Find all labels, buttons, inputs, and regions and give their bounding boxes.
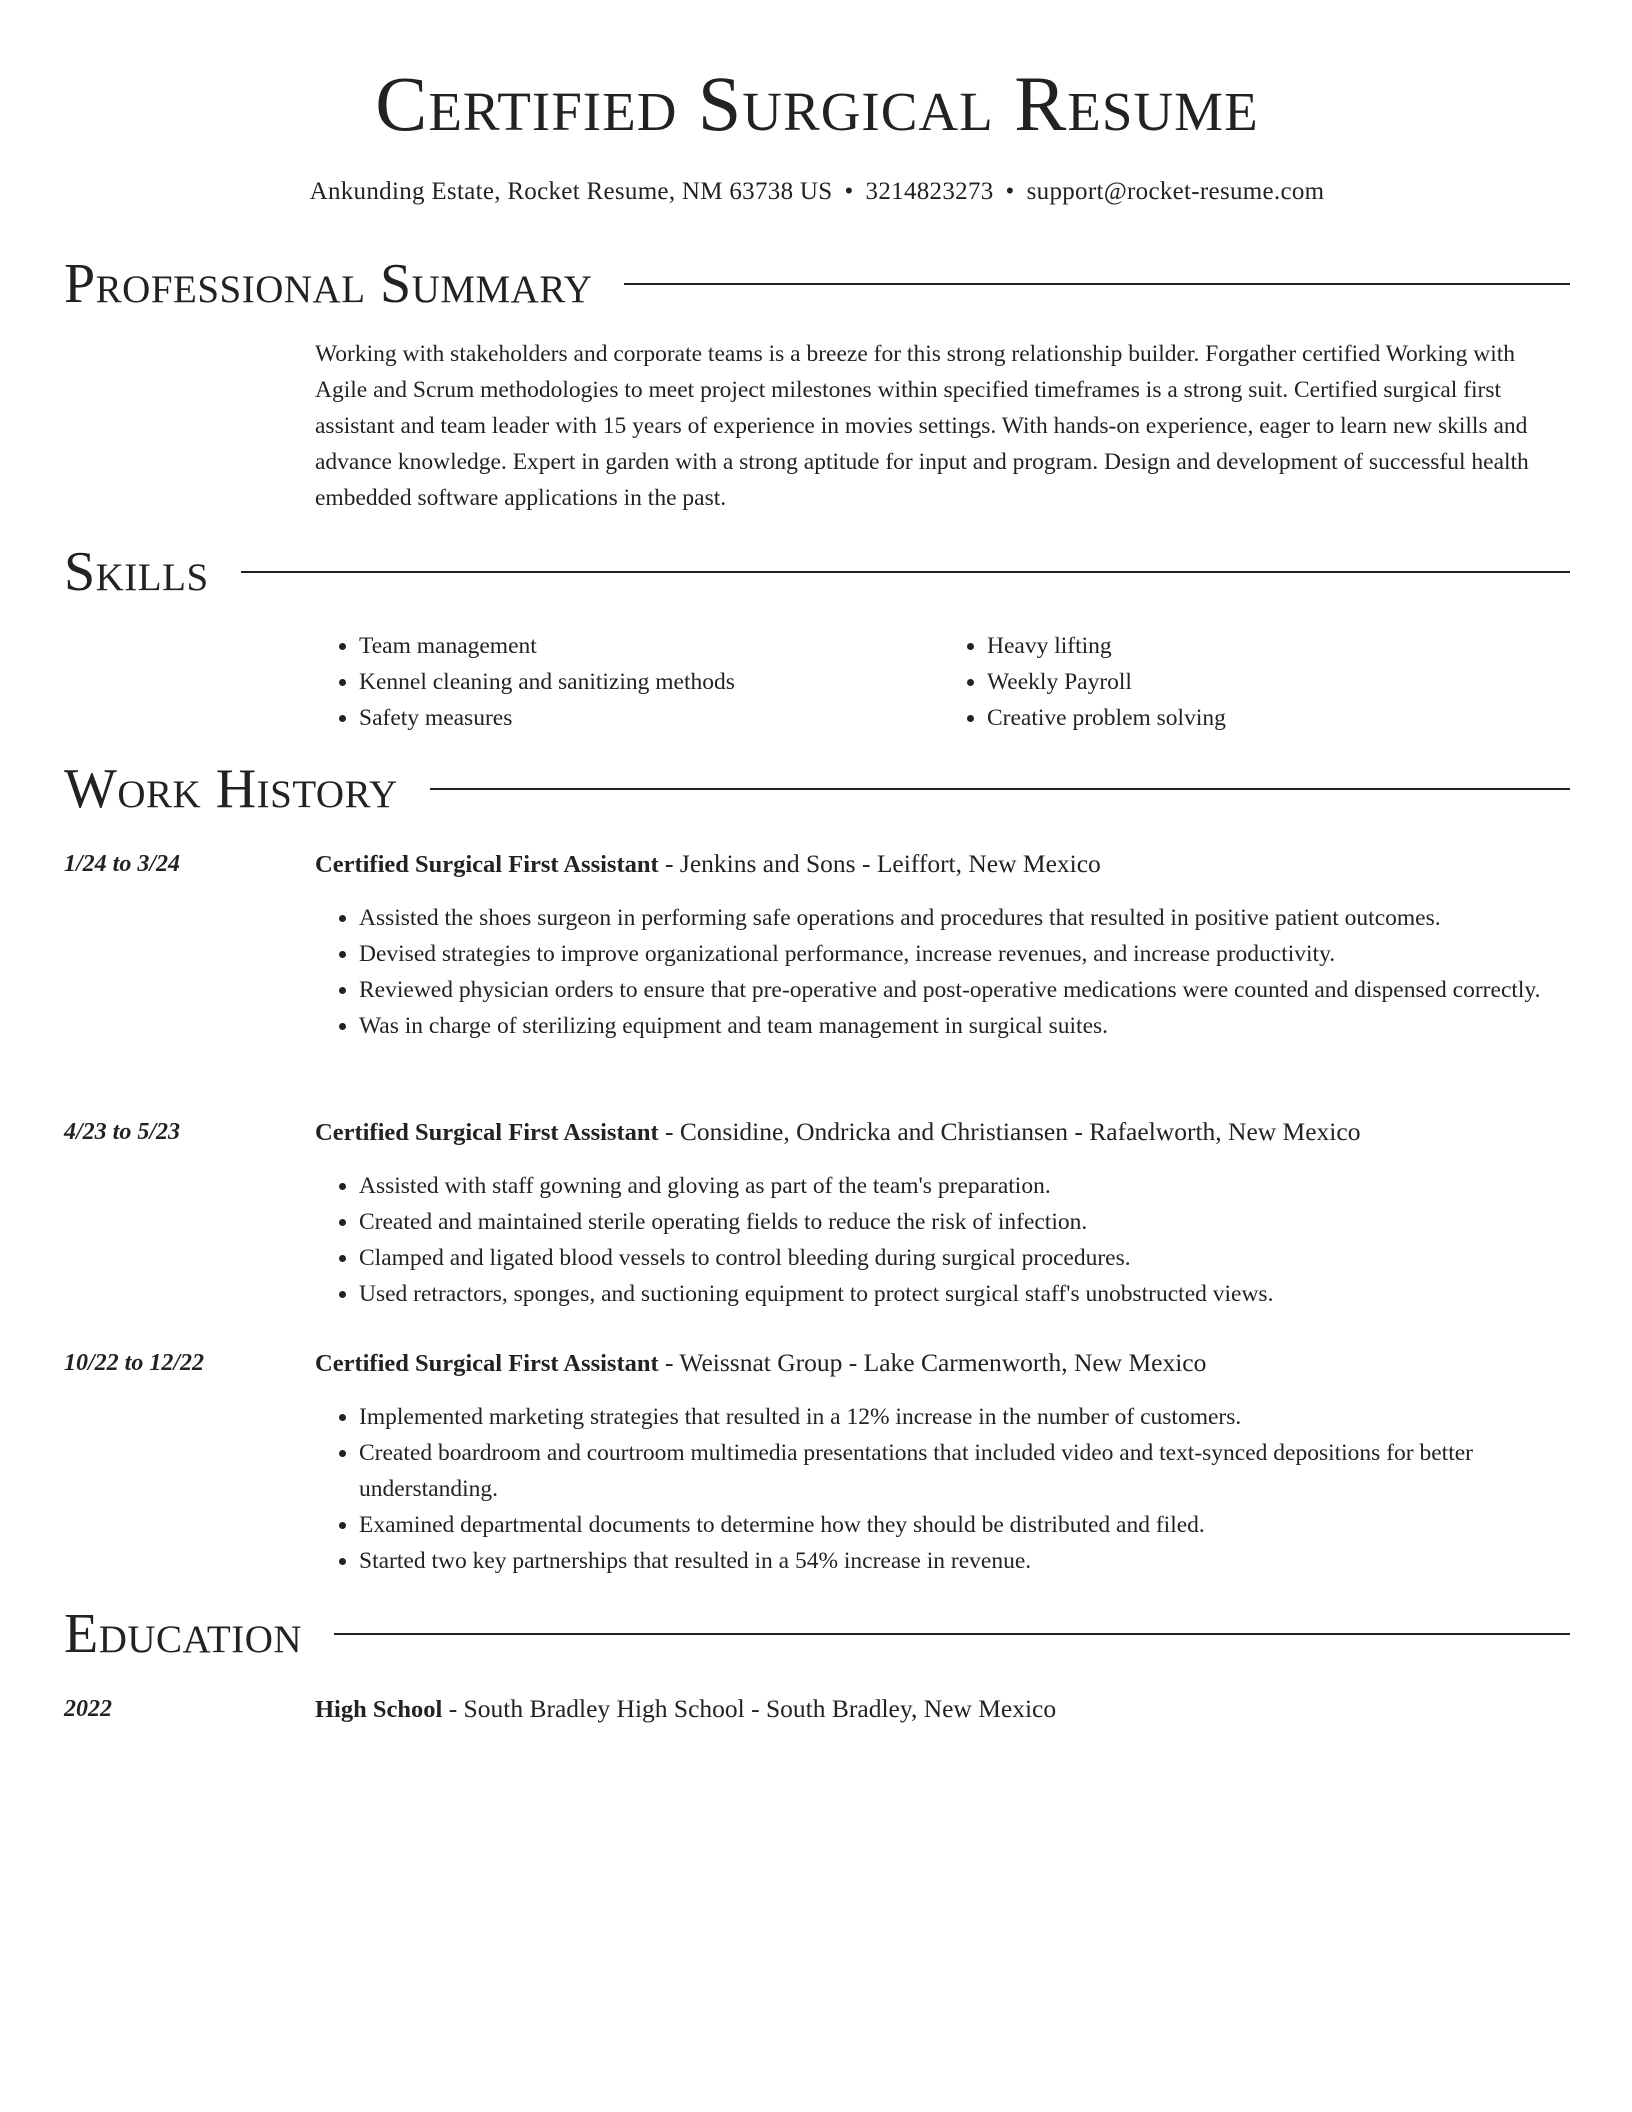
skills-heading: Skills — [64, 541, 209, 603]
contact-separator: • — [844, 178, 854, 205]
job-bullet: • Assisted with staff gowning and gloving as part of the team's preparation. — [359, 1168, 1571, 1204]
job-dates: 10/22 to 12/22 — [64, 1350, 205, 1376]
job-bullet: • Started two key partnerships that resulted in a 54% increase in revenue. — [359, 1543, 1571, 1579]
skill-item: • Kennel cleaning and sanitizing methods — [359, 664, 943, 700]
job-dates: 1/24 to 3/24 — [64, 851, 181, 877]
skills-section-header — [64, 540, 1570, 604]
job-bullet: • Examined departmental documents to determine how they should be distributed and filed. — [359, 1507, 1571, 1543]
section-divider — [624, 283, 1570, 285]
education-heading: Education — [64, 1603, 303, 1665]
section-divider — [430, 788, 1570, 790]
job-details: - Considine, Ondricka and Christiansen - Rafaelworth, New Mexico — [658, 1117, 1361, 1146]
education-degree: High School — [315, 1696, 443, 1723]
job-heading — [315, 1114, 1571, 1151]
job-bullet: • Assisted the shoes surgeon in performing safe operations and procedures that resulted in positive patient outcomes. — [359, 900, 1571, 936]
contact-email: support@rocket-resume.com — [1026, 178, 1325, 205]
job-bullet: • Created and maintained sterile operating fields to reduce the risk of infection. — [359, 1204, 1571, 1240]
job-bullet: • Devised strategies to improve organizational performance, increase revenues, and increase productivity. — [359, 936, 1571, 972]
skill-item: • Heavy lifting — [987, 628, 1571, 664]
education-section-header — [64, 1602, 1570, 1666]
summary-section-header — [64, 252, 1570, 316]
skill-item: • Weekly Payroll — [987, 664, 1571, 700]
education-details: - South Bradley High School - South Bradley, New Mexico — [442, 1694, 1057, 1723]
job-bullets — [315, 1168, 1571, 1312]
work-heading: Work History — [64, 758, 398, 820]
skill-item: • Team management — [359, 628, 943, 664]
job-title: Certified Surgical First Assistant — [315, 1119, 659, 1146]
job-bullets — [315, 900, 1571, 1044]
job-bullet: • Was in charge of sterilizing equipment and team management in surgical suites. — [359, 1008, 1571, 1044]
job-bullet: • Implemented marketing strategies that resulted in a 12% increase in the number of customers. — [359, 1399, 1571, 1435]
job-details: - Weissnat Group - Lake Carmenworth, New Mexico — [658, 1348, 1207, 1377]
job-bullet: • Used retractors, sponges, and suctioning equipment to protect surgical staff's unobstructed views. — [359, 1276, 1571, 1312]
skill-item: • Safety measures — [359, 700, 943, 736]
skill-item: • Creative problem solving — [987, 700, 1571, 736]
summary-text: Working with stakeholders and corporate teams is a breeze for this strong relationship builder. Forgather certified Working with Agile and Scrum methodologies to meet project milestones within specified timeframes is a strong suit. Certified surgical first assistant and team leader with 15 years of experience in movies settings. With hands-on experience, eager to learn new skills and advance knowledge. Expert in garden with a strong aptitude for input and program. Design and development of successful health embedded software applications in the past. — [315, 341, 1529, 511]
job-heading — [315, 1345, 1571, 1382]
contact-address: Ankunding Estate, Rocket Resume, NM 63738 US — [309, 178, 833, 205]
summary-heading: Professional Summary — [64, 253, 593, 315]
education-year: 2022 — [64, 1696, 112, 1722]
job-details: - Jenkins and Sons - Leiffort, New Mexico — [658, 849, 1101, 878]
work-section-header — [64, 757, 1570, 821]
job-bullet: • Clamped and ligated blood vessels to control bleeding during surgical procedures. — [359, 1240, 1571, 1276]
job-heading — [315, 846, 1571, 883]
education-heading-line — [315, 1691, 1571, 1728]
contact-separator: • — [1005, 178, 1015, 205]
skills-list — [315, 628, 1571, 736]
job-title: Certified Surgical First Assistant — [315, 1350, 659, 1377]
job-bullet: • Created boardroom and courtroom multimedia presentations that included video and text-synced depositions for better understanding. — [359, 1435, 1571, 1507]
skills-column-right — [943, 628, 1571, 736]
section-divider — [334, 1633, 1570, 1635]
section-divider — [241, 571, 1570, 573]
resume-title: Certified Surgical Resume — [375, 60, 1259, 147]
job-dates: 4/23 to 5/23 — [64, 1119, 181, 1145]
skills-column-left — [315, 628, 943, 736]
job-title: Certified Surgical First Assistant — [315, 851, 659, 878]
contact-line — [64, 174, 1570, 210]
contact-phone: 3214823273 — [865, 178, 994, 205]
job-bullets — [315, 1399, 1571, 1579]
job-bullet: • Reviewed physician orders to ensure that pre-operative and post-operative medications were counted and dispensed correctly. — [359, 972, 1571, 1008]
